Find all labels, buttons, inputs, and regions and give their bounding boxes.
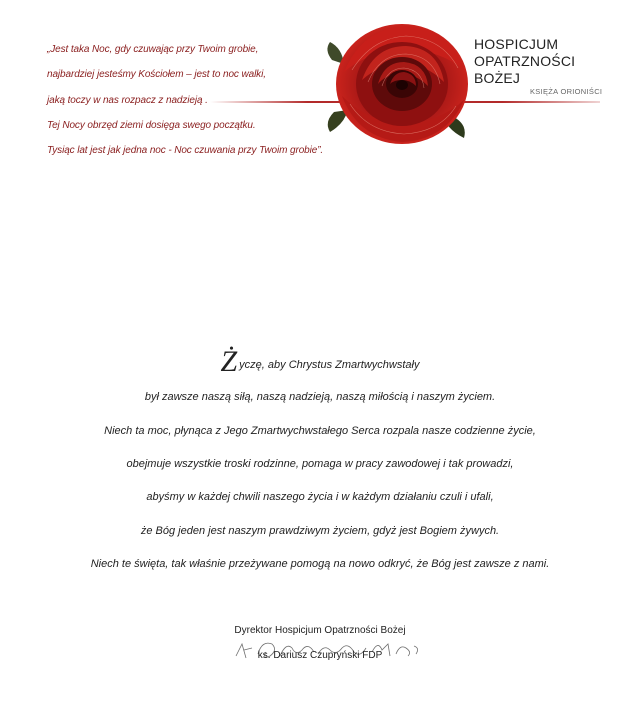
org-name-line: OPATRZNOŚCI <box>474 53 576 69</box>
quote-line: Tej Nocy obrzęd ziemi dosięga swego początku. <box>47 120 256 131</box>
quote-line: jaką toczy w nas rozpacz z nadzieją . <box>47 95 208 106</box>
org-subtitle: KSIĘŻA ORIONIŚCI <box>530 87 603 96</box>
wish-line: że Bóg jeden jest naszym prawdziwym życiem, gdyż jest Bogiem żywych. <box>140 525 500 537</box>
quote-line: Tysiąc lat jest jak jedna noc - Noc czuwania przy Twoim grobie”. <box>47 145 324 156</box>
wish-line: obejmuje wszystkie troski rodzinne, pomaga w pracy zawodowej i tak prowadzi, <box>126 458 514 470</box>
greeting-line <box>0 345 640 379</box>
wish-line: Niech ta moc, płynąca z Jego Zmartwychwstałego Serca rozpala nasze codzienne życie, <box>104 425 536 437</box>
quote-line: „Jest taka Noc, gdy czuwając przy Twoim grobie, <box>47 44 259 55</box>
greeting-text: yczę, aby Chrystus Zmartwychwstały <box>239 359 420 371</box>
org-name-line: BOŻEJ <box>474 70 521 86</box>
signature-name: ks. Dariusz Czupryński FDP <box>257 650 383 661</box>
signature-role: Dyrektor Hospicjum Opatrzności Bożej <box>234 625 406 636</box>
quote-line: najbardziej jesteśmy Kościołem – jest to noc walki, <box>47 69 266 80</box>
wish-line: Niech te święta, tak właśnie przeżywane pomogą na nowo odkryć, że Bóg jest zawsze z nami. <box>90 558 550 570</box>
wish-line: był zawsze naszą siłą, naszą nadzieją, naszą miłością i naszym życiem. <box>144 391 496 403</box>
org-name-line: HOSPICJUM <box>474 36 559 52</box>
wish-line: abyśmy w każdej chwili naszego życia i w każdym działaniu czuli i ufali, <box>146 491 494 503</box>
decorative-initial: Ż <box>220 345 238 378</box>
rose-icon <box>322 20 472 148</box>
